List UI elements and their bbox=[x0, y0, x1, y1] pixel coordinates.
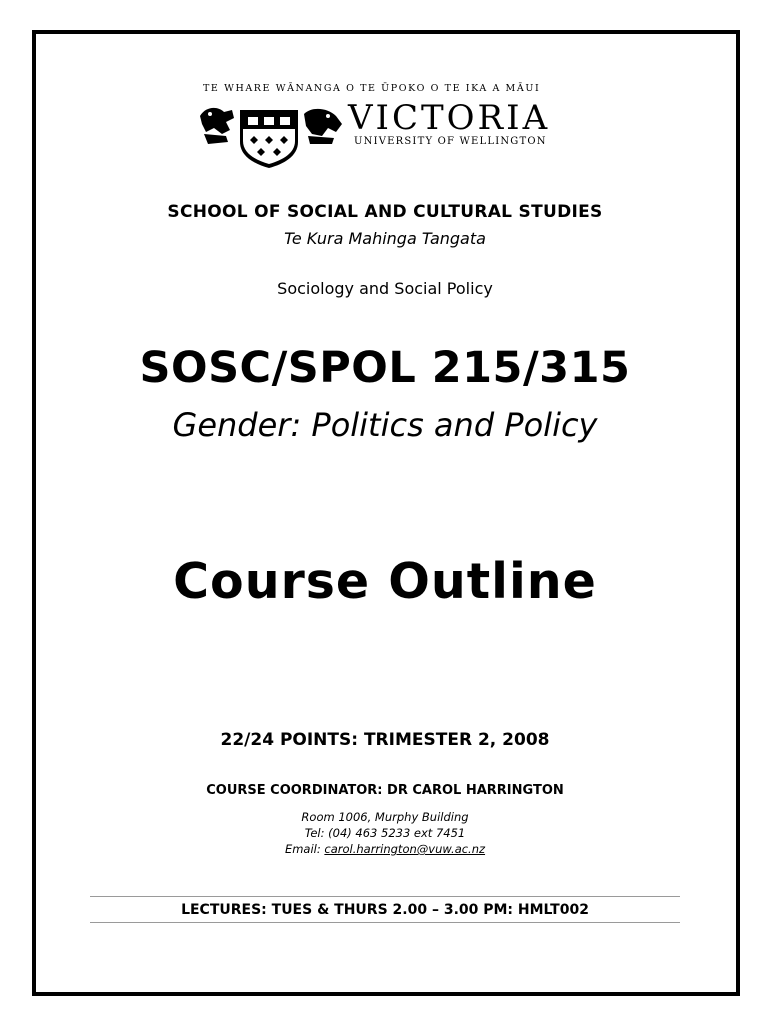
coordinator-room: Room 1006, Murphy Building bbox=[301, 810, 469, 824]
coordinator-email-link[interactable]: carol.harrington@vuw.ac.nz bbox=[324, 842, 486, 856]
coordinator-phone: Tel: (04) 463 5233 ext 7451 bbox=[304, 826, 466, 840]
school-maori-title: Te Kura Mahinga Tangata bbox=[284, 229, 486, 248]
course-code: SOSC/SPOL 215/315 bbox=[139, 343, 631, 393]
university-subtitle: UNIVERSITY OF WELLINGTON bbox=[354, 136, 547, 147]
university-logo bbox=[196, 98, 588, 170]
school-title: SCHOOL OF SOCIAL AND CULTURAL STUDIES bbox=[167, 202, 603, 222]
document-type-heading: Course Outline bbox=[173, 553, 597, 610]
maori-university-name: TE WHARE WĀNANGA O TE ŪPOKO O TE IKA A MĀUI bbox=[203, 83, 541, 94]
divider-top bbox=[90, 896, 680, 897]
lecture-times: LECTURES: TUES & THURS 2.00 – 3.00 PM: HMLT002 bbox=[181, 902, 589, 918]
university-crest-icon bbox=[196, 98, 346, 170]
university-name: VICTORIA bbox=[348, 98, 551, 138]
programme-name: Sociology and Social Policy bbox=[277, 279, 493, 298]
course-title: Gender: Politics and Policy bbox=[172, 406, 598, 444]
divider-bottom bbox=[90, 922, 680, 923]
coordinator-email-line bbox=[0, 842, 770, 856]
course-coordinator-heading: COURSE COORDINATOR: DR CAROL HARRINGTON bbox=[206, 783, 564, 798]
email-label: Email: bbox=[284, 842, 325, 856]
points-trimester: 22/24 POINTS: TRIMESTER 2, 2008 bbox=[220, 730, 550, 750]
